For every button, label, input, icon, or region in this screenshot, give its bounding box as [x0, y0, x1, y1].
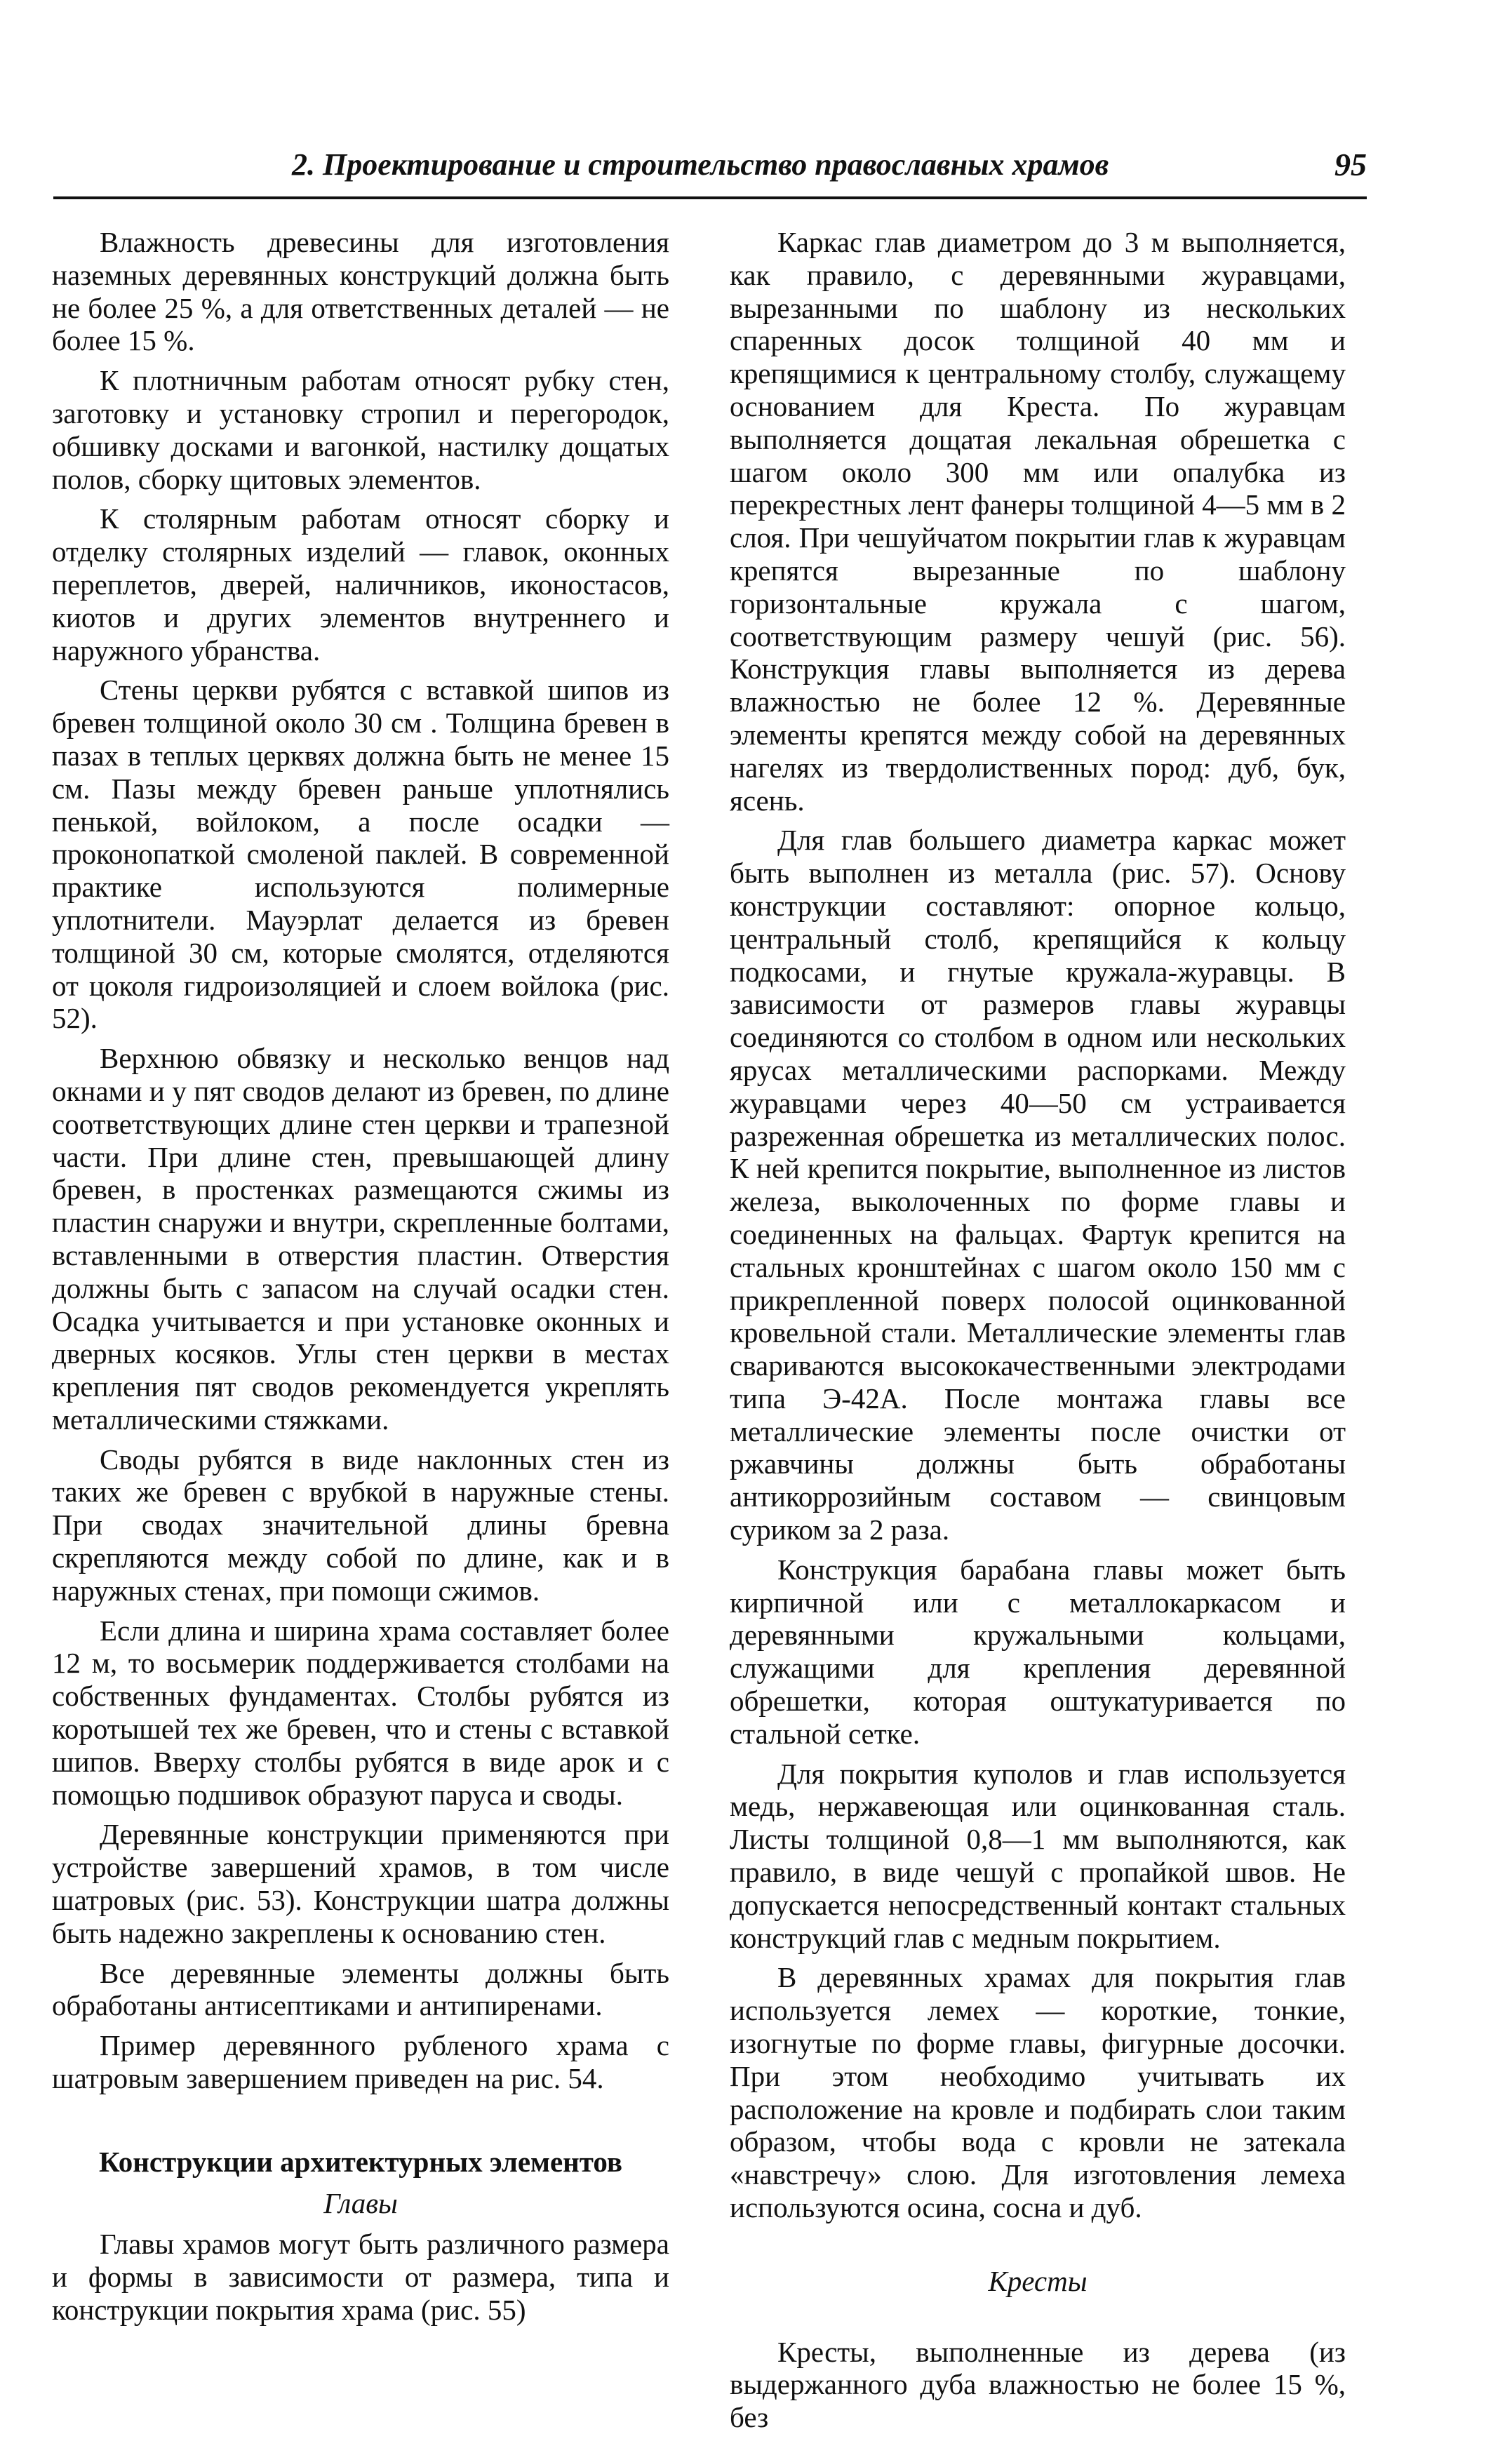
page-number: 95 — [1334, 147, 1367, 182]
running-header — [53, 133, 1367, 199]
paragraph: К столярным работам относят сборку и отделку столярных изделий — главок, оконных переплетов, дверей, наличников, иконостасов, киотов и других элементов внутреннего и наружного убранства. — [52, 502, 669, 667]
subheading-kresty: Кресты — [988, 2264, 1088, 2297]
paragraph: Главы храмов могут быть различного размера и формы в зависимости от размера, типа и конструкции покрытия храма (рис. 55) — [52, 2228, 669, 2327]
running-title: 2. Проектирование и строительство православных храмов — [292, 147, 1109, 182]
paragraph: Стены церкви рубятся с вставкой шипов из бревен толщиной около 30 см . Толщина бревен в пазах в теплых церквях должна быть не менее 15 см. Пазы между бревен раньше уплотнялись пенькой, войлоком, а после осадки — проконопаткой смоленой паклей. В современной практике используются полимерные уплотнители. Мауэрлат делается из бревен толщиной 30 см, которые смолятся, отделяются от цоколя гидроизоляцией и слоем войлока (рис. 52). — [52, 674, 669, 1035]
subheading-glavy: Главы — [323, 2186, 398, 2219]
paragraph: Для глав большего диаметра каркас может быть выполнен из металла (рис. 57). Основу конструкции составляют: опорное кольцо, центральный столб, крепящийся к кольцу подкосами, и гнутые кружала-журавцы. В зависимости от размеров главы журавцы соединяются со столбом в одном или нескольких ярусах металлическими распорками. Между журавцами через 40—50 см устраивается разреженная обрешетка из металлических полос. К ней крепится покрытие, выполненное из листов железа, выколоченных по форме главы и соединенных на фальцах. Фартук крепится на стальных кронштейнах с шагом около 150 мм с прикрепленной поверх полосой оцинкованной кровельной стали. Металлические элементы глав свариваются высококачественными электродами типа Э-42А. После монтажа главы все металлические элементы после очистки от ржавчины должны быть обработаны антикоррозийным составом — свинцовым суриком за 2 раза. — [730, 824, 1346, 1546]
paragraph: Если длина и ширина храма составляет более 12 м, то восьмерик поддерживается столбами на собственных фундаментах. Столбы рубятся из коротышей тех же бревен, что и стены с вставкой шипов. Вверху столбы рубятся в виде арок и с помощью подшивок образуют паруса и своды. — [52, 1614, 669, 1811]
paragraph: Пример деревянного рубленого храма с шатровым завершением приведен на рис. 54. — [52, 2029, 669, 2095]
left-column — [52, 226, 669, 2334]
paragraph: Каркас глав диаметром до 3 м выполняется, как правило, с деревянными журавцами, вырезанными по шаблону из нескольких спаренных досок толщиной 40 мм и крепящимися к центральному столбу, служащему основанием для Креста. По журавцам выполняется дощатая лекальная обрешетка с шагом около 300 мм или опалубка из перекрестных лент фанеры толщиной 4—5 мм в 2 слоя. При чешуйчатом покрытии глав к журавцам крепятся вырезанные по шаблону горизонтальные кружала с шагом, соответствующим размеру чешуй (рис. 56). Конструкция главы выполняется из дерева влажностью не более 12 %. Деревянные элементы крепятся между собой на деревянных нагелях из твердолиственных пород: дуб, бук, ясень. — [730, 226, 1346, 817]
paragraph: Влажность древесины для изготовления наземных деревянных конструкций должна быть не более 25 %, а для ответственных деталей — не более 15 %. — [52, 226, 669, 357]
paragraph: Своды рубятся в виде наклонных стен из таких же бревен с врубкой в наружные стены. При сводах значительной длины бревна скрепляются между собой по длине, как и в наружных стенах, при помощи сжимов. — [52, 1443, 669, 1607]
paragraph: Верхнюю обвязку и несколько венцов над окнами и у пят сводов делают из бревен, по длине соответствующих длине стен церкви и трапезной части. При длине стен, превышающей длину бревен, в простенках размещаются сжимы из пластин снаружи и внутри, скрепленные болтами, вставленными в отверстия пластин. Отверстия должны быть с запасом на случай осадки стен. Осадка учитывается и при установке оконных и дверных косяков. Углы стен церкви в местах крепления пят сводов рекомендуется укреплять металлическими стяжками. — [52, 1042, 669, 1436]
paragraph: Конструкция барабана главы может быть кирпичной или с металлокаркасом и деревянными кружальными кольцами, служащими для крепления деревянной обрешетки, которая оштукатуривается по стальной сетке. — [730, 1553, 1346, 1750]
paragraph: Кресты, выполненные из дерева (из выдержанного дуба влажностью не более 15 %, без — [730, 2335, 1346, 2434]
paragraph: Все деревянные элементы должны быть обработаны антисептиками и антипиренами. — [52, 1956, 669, 2022]
paragraph: Деревянные конструкции применяются при устройстве завершений храмов, в том числе шатровых (рис. 53). Конструкции шатра должны быть надежно закреплены к основанию стен. — [52, 1818, 669, 1949]
section-heading: Конструкции архитектурных элементов — [99, 2145, 622, 2178]
right-column — [730, 226, 1346, 2441]
paragraph: В деревянных храмах для покрытия глав используется лемех — короткие, тонкие, изогнутые по форме главы, фигурные досочки. При этом необходимо учитывать их расположение на кровле и подбирать слои таким образом, чтобы вода с кровли не затекала «навстречу» слою. Для изготовления лемеха используются осина, сосна и дуб. — [730, 1961, 1346, 2224]
paragraph: К плотничным работам относят рубку стен, заготовку и установку стропил и перегородок, обшивку досками и вагонкой, настилку дощатых полов, сборку щитовых элементов. — [52, 364, 669, 495]
paragraph: Для покрытия куполов и глав используется медь, нержавеющая или оцинкованная сталь. Листы толщиной 0,8—1 мм выполняются, как правило, в виде чешуй с пропайкой швов. Не допускается непосредственный контакт стальных конструкций глав с медным покрытием. — [730, 1757, 1346, 1954]
